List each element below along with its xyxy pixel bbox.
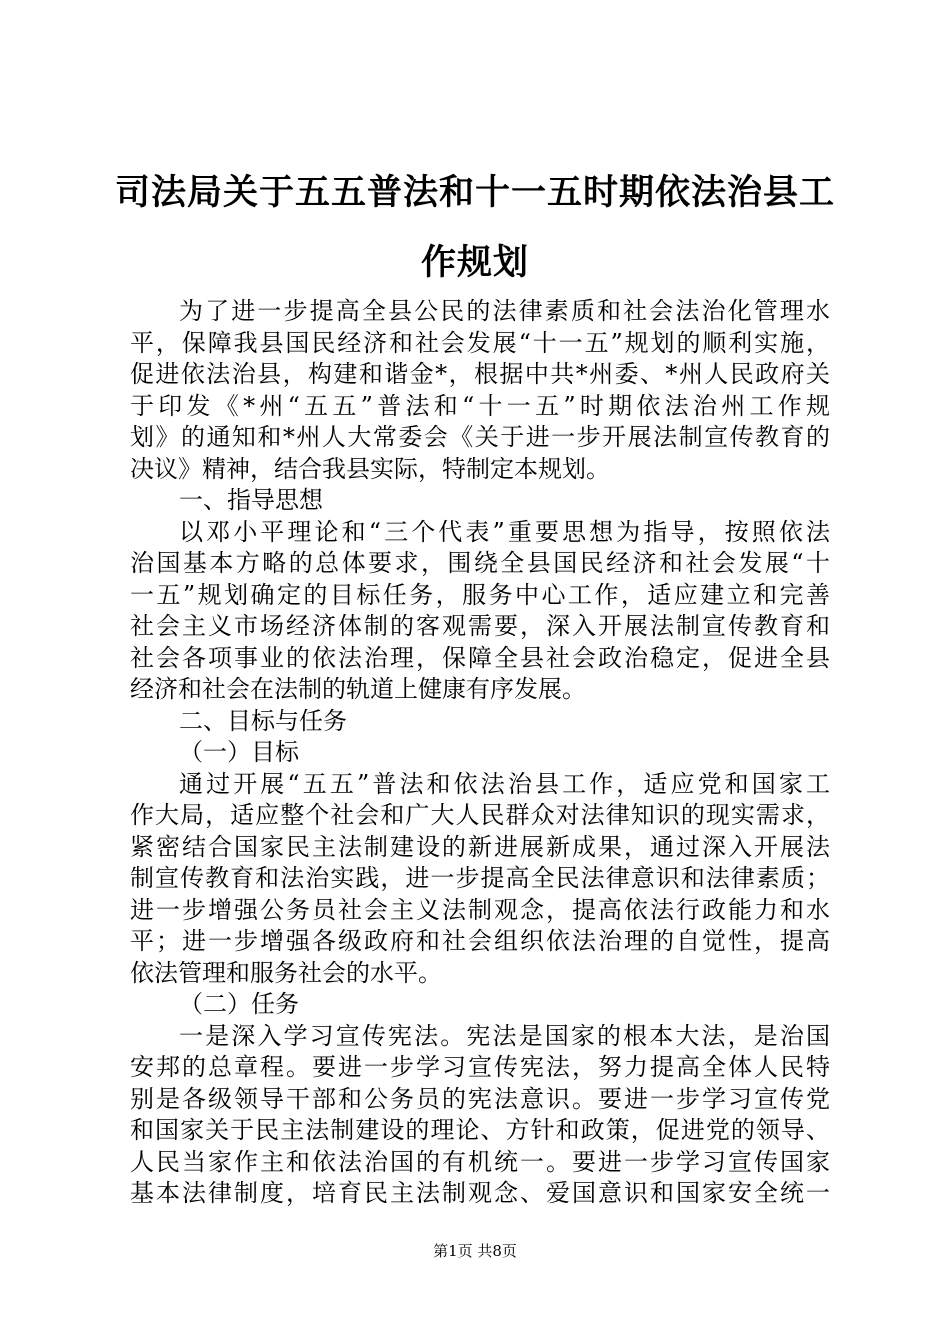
body-line: 通过开展“五五”普法和依法治县工作，适应党和国家工: [179, 769, 830, 798]
body-line: 划》的通知和*州人大常委会《关于进一步开展法制宣传教育的: [130, 423, 830, 451]
page-number-footer: 第1页 共8页: [433, 1242, 517, 1260]
body-line: 依法管理和服务社会的水平。: [130, 958, 442, 987]
body-line: 进一步增强公务员社会主义法制观念，提高依法行政能力和水: [130, 895, 830, 924]
body-line: 为了进一步提高全县公民的法律素质和社会法治化管理水: [179, 297, 830, 325]
body-line: 安邦的总章程。要进一步学习宣传宪法，努力提高全体人民特: [130, 1053, 830, 1081]
body-line: 以邓小平理论和“三个代表”重要思想为指导，按照依法: [179, 517, 830, 546]
body-line: 于印发《*州“五五”普法和“十一五”时期依法治州工作规: [130, 391, 830, 420]
body-line: 一是深入学习宣传宪法。宪法是国家的根本大法，是治国: [179, 1021, 830, 1050]
section-heading: 二、目标与任务: [179, 706, 347, 735]
body-line: 基本法律制度，培育民主法制观念、爱国意识和国家安全统一: [130, 1179, 830, 1207]
body-line: 作大局，适应整个社会和广大人民群众对法律知识的现实需求，: [130, 801, 830, 829]
body-line: 经济和社会在法制的轨道上健康有序发展。: [130, 675, 586, 703]
body-line: 社会主义市场经济体制的客观需要，深入开展法制宣传教育和: [130, 612, 830, 640]
body-line: 制宣传教育和法治实践，进一步提高全民法律意识和法律素质；: [130, 864, 830, 892]
body-line: 促进依法治县，构建和谐金*，根据中共*州委、*州人民政府关: [130, 360, 830, 388]
document-title: [110, 158, 840, 298]
subsection-heading: （二）任务: [179, 990, 299, 1018]
body-line: 决议》精神，结合我县实际，特制定本规划。: [130, 454, 610, 483]
body-line: 平；进一步增强各级政府和社会组织依法治理的自觉性，提高: [130, 927, 830, 955]
section-heading: 一、指导思想: [179, 486, 323, 514]
body-line: 和国家关于民主法制建设的理论、方针和政策，促进党的领导、: [130, 1116, 830, 1144]
subsection-heading: （一）目标: [179, 738, 299, 766]
body-line: 平，保障我县国民经济和社会发展“十一五”规划的顺利实施，: [130, 328, 830, 357]
title-line: 司法局关于五五普法和十一五时期依法治县工: [114, 173, 835, 213]
body-line: 紧密结合国家民主法制建设的新进展新成果，通过深入开展法: [130, 832, 830, 861]
body-line: 治国基本方略的总体要求，围绕全县国民经济和社会发展“十: [130, 549, 830, 577]
body-line: 一五”规划确定的目标任务，服务中心工作，适应建立和完善: [130, 580, 830, 609]
title-line: 作规划: [420, 243, 529, 283]
body-line: 人民当家作主和依法治国的有机统一。要进一步学习宣传国家: [130, 1147, 830, 1176]
body-line: 社会各项事业的依法治理，保障全县社会政治稳定，促进全县: [130, 643, 830, 672]
body-line: 别是各级领导干部和公务员的宪法意识。要进一步学习宣传党: [130, 1084, 830, 1113]
document-body: [130, 296, 830, 1210]
